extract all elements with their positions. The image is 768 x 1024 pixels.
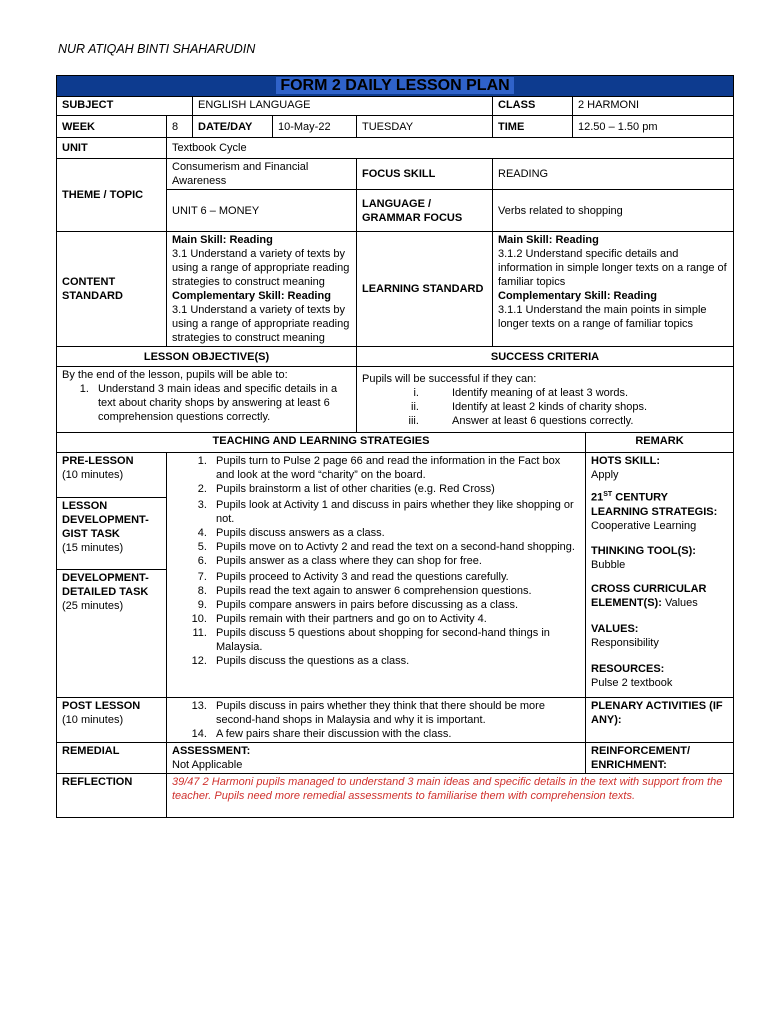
learning-comp-title: Complementary Skill: Reading bbox=[498, 290, 657, 302]
plan-title bbox=[57, 76, 734, 97]
week-value: 8 bbox=[167, 116, 193, 138]
hots-value: Apply bbox=[591, 469, 619, 481]
theme-row bbox=[57, 159, 734, 190]
pre-lesson-stage bbox=[57, 453, 167, 498]
step-item: 7. Pupils proceed to Activity 3 and read the questions carefully. bbox=[210, 570, 580, 584]
objective-intro: By the end of the lesson, pupils will be able to: bbox=[62, 369, 288, 381]
thinking-label: THINKING TOOL(S): bbox=[591, 544, 696, 557]
unit-value: Textbook Cycle bbox=[167, 138, 734, 159]
objective-item: 1. Understand 3 main ideas and specific details in a text about charity shops by answering at least 6 comprehension questions correctly. bbox=[92, 382, 351, 424]
step-item: 3. Pupils look at Activity 1 and discuss in pairs whether they like shopping or not. bbox=[210, 498, 580, 526]
reflection-label: REFLECTION bbox=[57, 773, 167, 817]
gist-label: LESSON DEVELOPMENT- GIST TASK bbox=[62, 499, 149, 540]
detailed-label: DEVELOPMENT- DETAILED TASK bbox=[62, 571, 149, 598]
content-comp-text: 3.1 Understand a variety of texts by using a range of appropriate reading strategies to construct meaning bbox=[172, 304, 350, 344]
detailed-time: (25 minutes) bbox=[62, 599, 124, 612]
learning-standard-value bbox=[493, 232, 734, 347]
content-main-text: 3.1 Understand a variety of texts by using a range of appropriate reading strategies to construct meaning bbox=[172, 248, 350, 288]
step-item: 13. Pupils discuss in pairs whether they think that there should be more second-hand shops in Malaysia and why it is important. bbox=[210, 699, 580, 727]
thinking-value: Bubble bbox=[591, 558, 626, 571]
pre-lesson-label: PRE-LESSON bbox=[62, 455, 134, 467]
success-item: i. Identify meaning of at least 3 words. bbox=[422, 386, 728, 400]
language-focus-label: LANGUAGE / GRAMMAR FOCUS bbox=[357, 190, 493, 232]
learning-main-title: Main Skill: Reading bbox=[498, 234, 599, 246]
success-label: SUCCESS CRITERIA bbox=[357, 347, 734, 367]
pre-lesson-row bbox=[57, 453, 734, 498]
date-label: DATE/DAY bbox=[193, 116, 273, 138]
success-item: ii. Identify at least 2 kinds of charity shops. bbox=[422, 400, 728, 414]
success-item: iii. Answer at least 6 questions correctly. bbox=[422, 414, 728, 428]
language-focus-value: Verbs related to shopping bbox=[493, 190, 734, 232]
class-label: CLASS bbox=[493, 97, 573, 116]
focus-skill-value: READING bbox=[493, 159, 734, 190]
step-item: 14. A few pairs share their discussion with the class. bbox=[210, 727, 580, 741]
resources-label: RESOURCES: bbox=[591, 662, 665, 675]
assessment-value: Not Applicable bbox=[172, 758, 243, 771]
century-number: 21 bbox=[591, 491, 604, 504]
century-value: Cooperative Learning bbox=[591, 519, 697, 532]
objective-label: LESSON OBJECTIVE(S) bbox=[57, 347, 357, 367]
content-standard-label: CONTENT STANDARD bbox=[57, 232, 167, 347]
objective-row bbox=[57, 367, 734, 433]
objective-value bbox=[57, 367, 357, 433]
standard-row bbox=[57, 232, 734, 347]
reflection-text: 39/47 2 Harmoni pupils managed to understand 3 main ideas and specific details in the text with support from the teacher. Pupils need more remedial assessments to familiarise them with comprehension texts. bbox=[167, 773, 734, 817]
step-item: 10. Pupils remain with their partners and go on to Activity 4. bbox=[210, 612, 580, 626]
gist-time: (15 minutes) bbox=[62, 541, 124, 554]
step-item: 11. Pupils discuss 5 questions about shopping for second-hand things in Malaysia. bbox=[210, 626, 580, 654]
step-item: 12. Pupils discuss the questions as a class. bbox=[210, 654, 580, 668]
detailed-steps bbox=[167, 569, 586, 697]
century-sup: ST bbox=[603, 491, 613, 498]
topic-value: UNIT 6 – MONEY bbox=[167, 190, 357, 232]
content-comp-title: Complementary Skill: Reading bbox=[172, 290, 331, 302]
century-text: CENTURY LEARNING STRATEGIS: bbox=[591, 491, 718, 518]
strategies-header-row bbox=[57, 433, 734, 453]
values-label: VALUES: bbox=[591, 622, 639, 635]
remedial-row bbox=[57, 742, 734, 773]
theme-value: Consumerism and Financial Awareness bbox=[167, 159, 357, 190]
step-item: 8. Pupils read the text again to answer 6 comprehension questions. bbox=[210, 584, 580, 598]
remedial-label: REMEDIAL bbox=[57, 742, 167, 773]
strategies-label: TEACHING AND LEARNING STRATEGIES bbox=[57, 433, 586, 453]
week-row bbox=[57, 116, 734, 138]
assessment-label: ASSESSMENT: bbox=[172, 744, 251, 757]
theme-label: THEME / TOPIC bbox=[57, 159, 167, 232]
century-label bbox=[591, 488, 728, 519]
time-value: 12.50 – 1.50 pm bbox=[573, 116, 734, 138]
author-name: NUR ATIQAH BINTI SHAHARUDIN bbox=[58, 42, 256, 56]
pre-lesson-time: (10 minutes) bbox=[62, 469, 124, 481]
unit-row bbox=[57, 138, 734, 159]
values-value: Responsibility bbox=[591, 636, 659, 649]
cross-label-text: CROSS CURRICULAR ELEMENT(S): bbox=[591, 582, 707, 609]
success-value bbox=[357, 367, 734, 433]
step-item: 4. Pupils discuss answers as a class. bbox=[210, 526, 580, 540]
step-item: 2. Pupils brainstorm a list of other charities (e.g. Red Cross) bbox=[210, 482, 580, 496]
step-item: 5. Pupils move on to Activty 2 and read the text on a second-hand shopping. bbox=[210, 540, 580, 554]
subject-row bbox=[57, 97, 734, 116]
step-item: 6. Pupils answer as a class where they can shop for free. bbox=[210, 554, 580, 568]
hots-label: HOTS SKILL: bbox=[591, 455, 661, 467]
learning-main-text: 3.1.2 Understand specific details and information in simple longer texts on a range of familiar topics bbox=[498, 248, 727, 288]
cross-value: Values bbox=[661, 596, 698, 609]
post-lesson-steps bbox=[167, 697, 586, 742]
unit-label: UNIT bbox=[57, 138, 167, 159]
gist-steps bbox=[167, 497, 586, 569]
date-value: 10-May-22 bbox=[273, 116, 357, 138]
objective-header-row bbox=[57, 347, 734, 367]
content-main-title: Main Skill: Reading bbox=[172, 234, 273, 246]
step-item: 9. Pupils compare answers in pairs before discussing as a class. bbox=[210, 598, 580, 612]
pre-lesson-steps bbox=[167, 453, 586, 498]
post-lesson-stage bbox=[57, 697, 167, 742]
reflection-row bbox=[57, 773, 734, 817]
reinforcement-label: REINFORCEMENT/ ENRICHMENT: bbox=[586, 742, 734, 773]
learning-standard-label: LEARNING STANDARD bbox=[357, 232, 493, 347]
content-standard-value bbox=[167, 232, 357, 347]
gist-stage bbox=[57, 497, 167, 569]
success-intro: Pupils will be successful if they can: bbox=[362, 372, 537, 385]
subject-value: ENGLISH LANGUAGE bbox=[193, 97, 493, 116]
time-label: TIME bbox=[493, 116, 573, 138]
title-row bbox=[57, 76, 734, 97]
plan-title-text: FORM 2 DAILY LESSON PLAN bbox=[276, 77, 513, 94]
lesson-plan-table bbox=[56, 75, 734, 818]
post-lesson-time: (10 minutes) bbox=[62, 713, 124, 726]
remark-label: REMARK bbox=[586, 433, 734, 453]
assessment-cell bbox=[167, 742, 586, 773]
post-lesson-label: POST LESSON bbox=[62, 699, 141, 712]
class-value: 2 HARMONI bbox=[573, 97, 734, 116]
step-item: 1. Pupils turn to Pulse 2 page 66 and read the information in the Fact box and look at the word “charity” on the board. bbox=[210, 454, 580, 482]
subject-label: SUBJECT bbox=[57, 97, 193, 116]
detailed-stage bbox=[57, 569, 167, 697]
plenary-label: PLENARY ACTIVITIES (IF ANY): bbox=[586, 697, 734, 742]
remark-column bbox=[586, 453, 734, 698]
learning-comp-text: 3.1.1 Understand the main points in simple longer texts on a range of familiar topics bbox=[498, 304, 707, 330]
focus-skill-label: FOCUS SKILL bbox=[357, 159, 493, 190]
resources-value: Pulse 2 textbook bbox=[591, 676, 673, 689]
cross-label bbox=[591, 582, 728, 610]
week-label: WEEK bbox=[57, 116, 167, 138]
post-lesson-row bbox=[57, 697, 734, 742]
day-value: TUESDAY bbox=[357, 116, 493, 138]
